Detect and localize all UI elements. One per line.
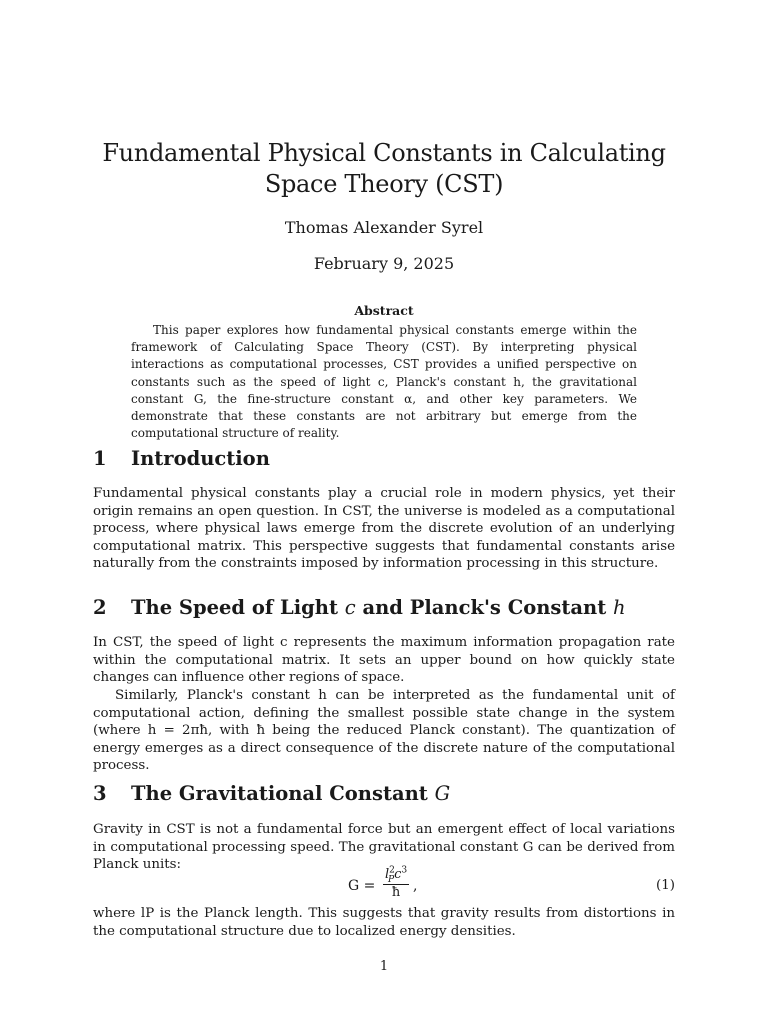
equation-number: (1) — [656, 878, 675, 893]
section-title-variable: h — [613, 596, 626, 619]
section-heading-gravitational-constant — [93, 782, 683, 805]
section-title-variable: G — [434, 782, 451, 805]
equation-lhs: G = — [348, 878, 376, 894]
section-title-part: The Speed of Light — [131, 596, 345, 619]
section-heading-speed-of-light — [93, 596, 683, 619]
introduction-paragraph: Fundamental physical constants play a crucial role in modern physics, yet their origin remains an open question. In CST, the universe is modeled as a computational process, where physical laws emerge from the discrete evolution of an underlying computational matrix. This perspective suggests that fundamental constants arise naturally from the constraints imposed by information processing in this structure. — [93, 486, 675, 572]
planck-length-paragraph: where lP is the Planck length. This suggests that gravity results from distortions in the computational structure due to localized energy densities. — [93, 906, 675, 939]
section-heading-introduction — [93, 447, 683, 470]
section-title-variable: c — [344, 596, 356, 619]
abstract-text: This paper explores how fundamental physical constants emerge within the framework of Calculating Space Theory (CST). By interpreting physical interactions as computational processes, CST provides a unified perspective on constants such as the speed of light c, Planck's constant h, the gravitational constant G, the fine-structure constant α, and other key parameters. We demonstrate that these constants are not arbitrary but emerge from the computational structure of reality. — [131, 323, 637, 441]
abstract-heading: Abstract — [354, 303, 414, 318]
equation-gravitational-constant — [93, 866, 675, 906]
section-title-part: and Planck's Constant — [355, 596, 613, 619]
author-name: Thomas Alexander Syrel — [284, 218, 484, 237]
gravity-paragraph: Gravity in CST is not a fundamental force but an emergent effect of local variations in computational processing speed. The gravitational constant G can be derived from Planck units: — [93, 822, 675, 873]
equation-fraction — [383, 866, 409, 901]
section-title: Introduction — [131, 447, 270, 470]
equation-denominator: ħ — [391, 885, 401, 900]
page-number: 1 — [379, 959, 389, 974]
section-number: 2 — [93, 596, 107, 619]
section-title-part: The Gravitational Constant — [131, 782, 435, 805]
section-number: 1 — [93, 447, 107, 470]
speed-of-light-paragraph: In CST, the speed of light c represents the maximum information propagation rate within the computational matrix. It sets an upper bound on how quickly state changes can influence other regions of space. — [93, 635, 675, 686]
planck-constant-paragraph: Similarly, Planck's constant h can be interpreted as the fundamental unit of computational action, defining the smallest possible state change in the system (where h = 2πħ, with ħ being the reduced Planck constant). The quantization of energy emerges as a direct consequence of the discrete nature of the computational process. — [93, 688, 675, 774]
publication-date: February 9, 2025 — [313, 254, 455, 273]
paper-title: Fundamental Physical Constants in Calculating Space Theory (CST) — [102, 139, 666, 198]
section-number: 3 — [93, 782, 107, 805]
equation-comma: , — [413, 878, 418, 894]
equation-numerator: $l^2_Pc^3$ — [385, 865, 408, 885]
